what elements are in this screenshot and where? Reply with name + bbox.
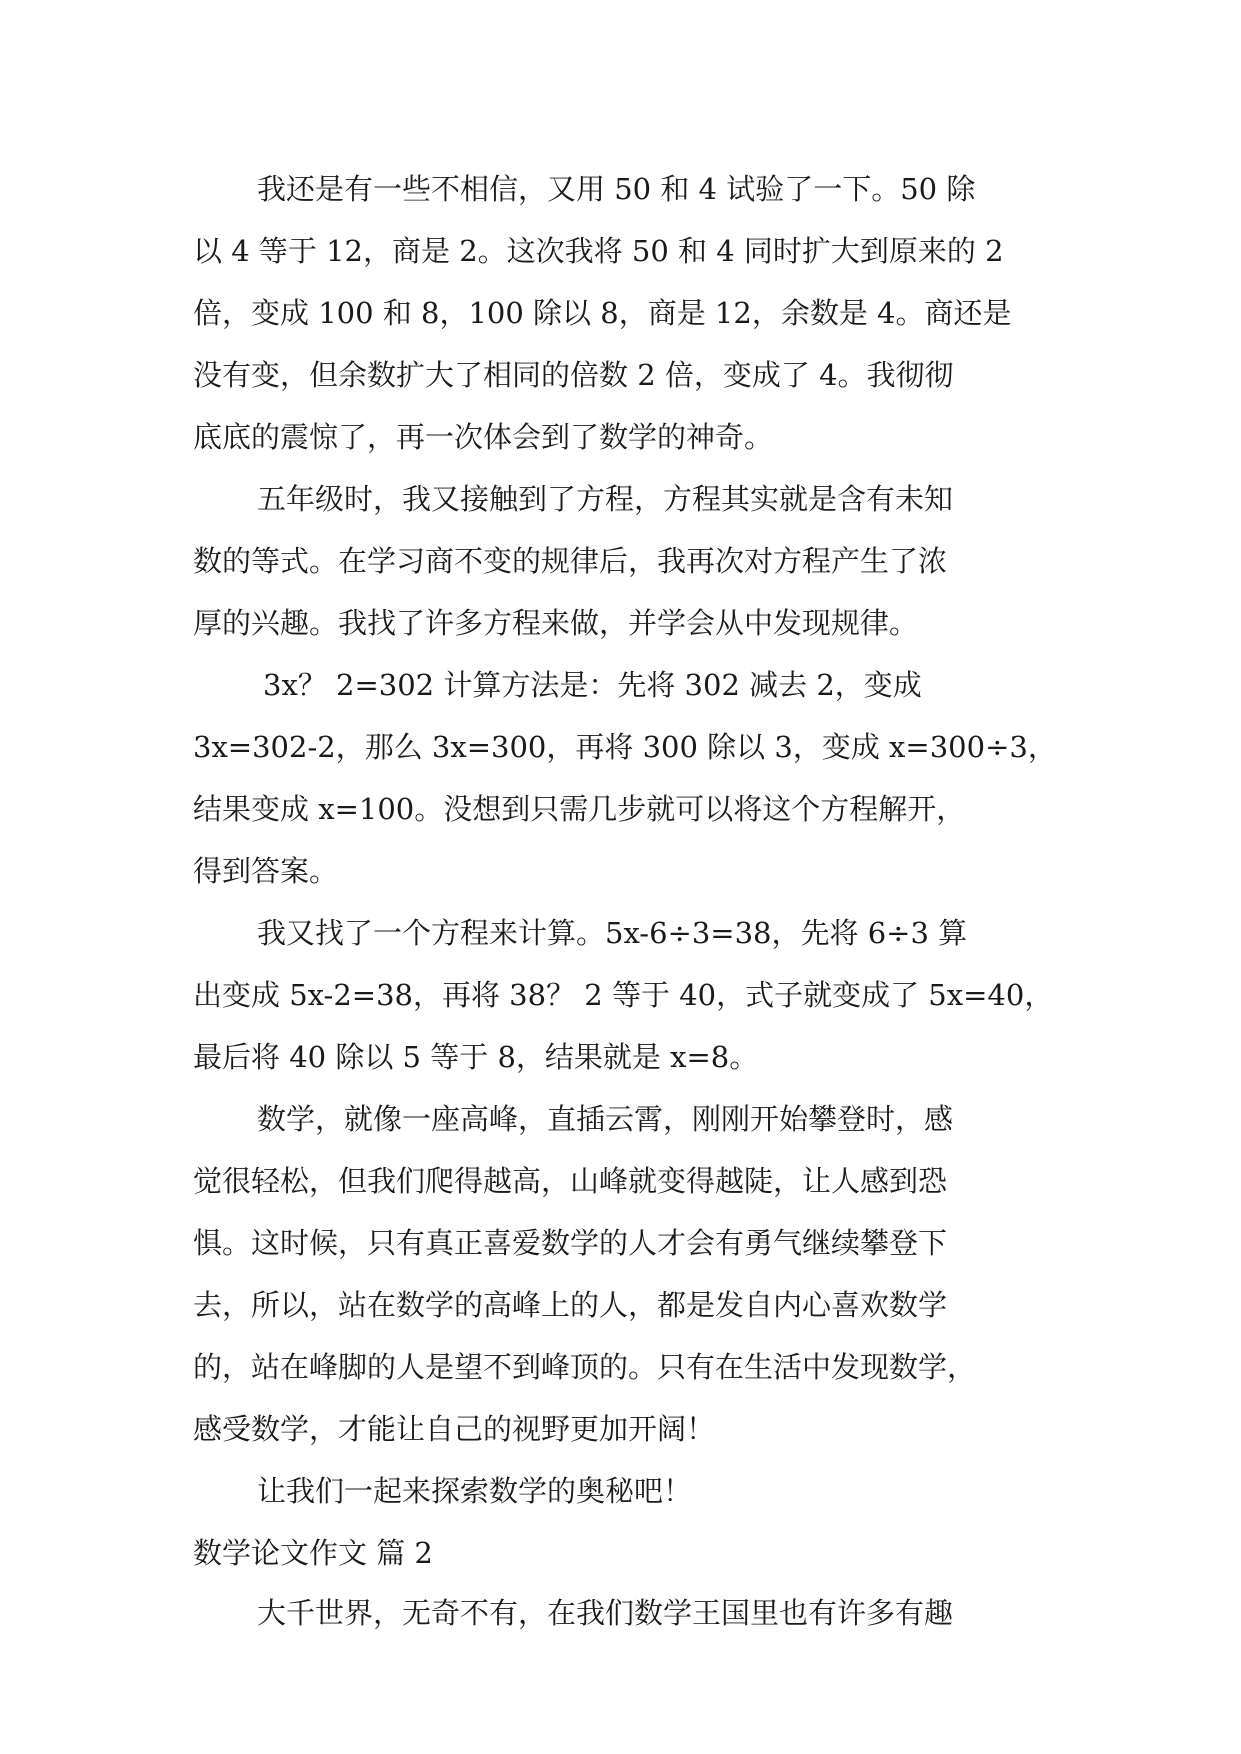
text-line: 大千世界，无奇不有，在我们数学王国里也有许多有趣 [257,1596,954,1630]
text-line: 以 4 等于 12，商是 2。这次我将 50 和 4 同时扩大到原来的 2 [193,234,1004,268]
text-line: 厚的兴趣。我找了许多方程来做，并学会从中发现规律。 [193,606,919,640]
text-line: 出变成 5x-2=38，再将 38？ 2 等于 40，式子就变成了 5x=40， [193,978,1054,1012]
text-line: 去，所以，站在数学的高峰上的人，都是发自内心喜欢数学 [193,1288,948,1322]
text-line: 惧。这时候，只有真正喜爱数学的人才会有勇气继续攀登下 [193,1226,948,1260]
text-line: 我还是有一些不相信，又用 50 和 4 试验了一下。50 除 [257,172,976,206]
article-body [193,158,1063,1644]
text-line: 五年级时，我又接触到了方程，方程其实就是含有未知 [257,482,954,516]
text-line: 结果变成 x=100。没想到只需几步就可以将这个方程解开， [193,792,966,826]
text-line: 的，站在峰脚的人是望不到峰顶的。只有在生活中发现数学， [193,1350,977,1384]
text-line: 得到答案。 [193,854,339,888]
section-heading: 数学论文作文 篇 2 [193,1536,433,1570]
text-line: 数的等式。在学习商不变的规律后，我再次对方程产生了浓 [193,544,948,578]
text-line: 最后将 40 除以 5 等于 8，结果就是 x=8。 [193,1040,759,1074]
text-line: 3x=302-2，那么 3x=300，再将 300 除以 3，变成 x=300÷3， [193,730,1057,764]
text-line: 倍，变成 100 和 8，100 除以 8，商是 12，余数是 4。商还是 [193,296,1012,330]
text-line: 底底的震惊了，再一次体会到了数学的神奇。 [193,420,774,454]
text-line: 3x？ 2=302 计算方法是：先将 302 减去 2，变成 [263,668,922,702]
text-line: 我又找了一个方程来计算。5x-6÷3=38，先将 6÷3 算 [257,916,968,950]
text-line: 数学，就像一座高峰，直插云霄，刚刚开始攀登时，感 [257,1102,954,1136]
text-line: 感受数学，才能让自己的视野更加开阔！ [193,1412,716,1446]
text-line: 让我们一起来探索数学的奥秘吧！ [257,1474,693,1508]
text-line: 觉很轻松，但我们爬得越高，山峰就变得越陡，让人感到恐 [193,1164,948,1198]
text-line: 没有变，但余数扩大了相同的倍数 2 倍，变成了 4。我彻彻 [193,358,954,392]
